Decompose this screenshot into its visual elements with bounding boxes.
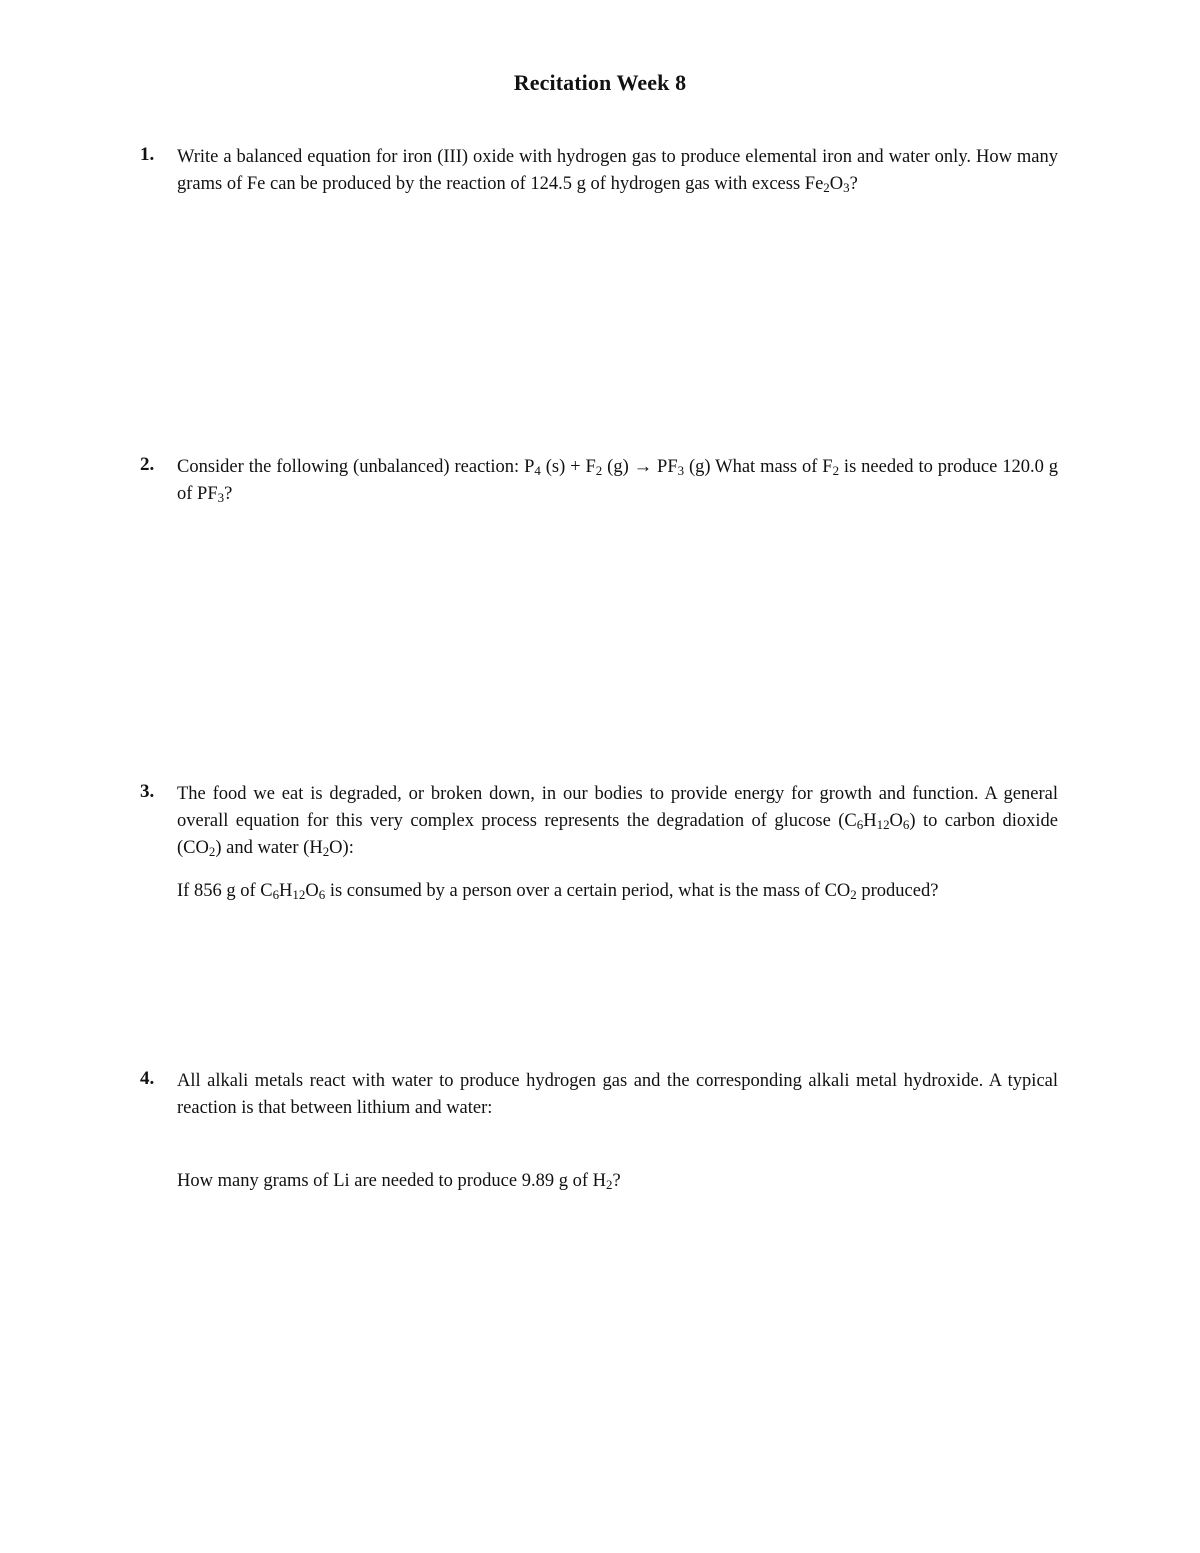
question-4 bbox=[140, 1068, 1058, 1195]
q3-sub-text-3: produced? bbox=[856, 881, 939, 901]
q2-text-2: (s) + F bbox=[540, 457, 596, 477]
subscript-2: 2 bbox=[605, 1177, 613, 1193]
question-1-prompt: Write a balanced equation for iron (III) oxide with hydrogen gas to produce elemental iron and water only. How many grams of Fe can be produced by the reaction of 124.5 g of hydrogen gas with excess bbox=[177, 147, 1058, 194]
subscript-2: 2 bbox=[322, 844, 330, 860]
subscript-6: 6 bbox=[856, 817, 864, 833]
q3-text-2: ) to carbon dioxide (CO bbox=[177, 811, 1058, 858]
q3-text-4: O): bbox=[329, 838, 354, 858]
formula-h: H bbox=[863, 811, 877, 831]
question-1-number: 1. bbox=[140, 144, 155, 165]
subscript-3: 3 bbox=[677, 463, 685, 479]
q2-text-1: Consider the following (unbalanced) reaction: P bbox=[177, 457, 535, 477]
subscript-6: 6 bbox=[272, 887, 280, 903]
subscript-4: 4 bbox=[534, 463, 541, 479]
subscript-12: 12 bbox=[292, 887, 306, 903]
subscript-2: 2 bbox=[823, 180, 830, 196]
page-title: Recitation Week 8 bbox=[513, 70, 687, 95]
subscript-2: 2 bbox=[850, 887, 857, 903]
question-3-text bbox=[177, 781, 1058, 905]
formula-h: H bbox=[279, 881, 293, 901]
formula-o: O bbox=[305, 881, 319, 901]
q4-sub-text-2: ? bbox=[612, 1171, 621, 1191]
subscript-6: 6 bbox=[318, 887, 326, 903]
question-1 bbox=[140, 144, 1058, 198]
q2-text-6: ? bbox=[224, 484, 233, 504]
subscript-12: 12 bbox=[876, 817, 890, 833]
question-2-text bbox=[177, 454, 1058, 508]
question-4-number: 4. bbox=[140, 1068, 155, 1089]
q2-text-4: (g) What mass of F bbox=[684, 457, 833, 477]
question-3 bbox=[140, 781, 1058, 905]
subscript-2: 2 bbox=[595, 463, 603, 479]
subscript-3: 3 bbox=[217, 490, 225, 506]
question-4-text bbox=[177, 1068, 1058, 1195]
q4-sub-text-1: How many grams of Li are needed to produce 9.89 g of H bbox=[177, 1171, 606, 1191]
q3-sub-text-2: is consumed by a person over a certain period, what is the mass of CO bbox=[325, 881, 851, 901]
q3-sub-text-1: If 856 g of C bbox=[177, 881, 273, 901]
q3-text-1: The food we eat is degraded, or broken down, in our bodies to provide energy for growth and function. A general overall equation for this very complex process represents the degradation of glucose (C bbox=[177, 784, 1058, 831]
subscript-3: 3 bbox=[843, 180, 850, 196]
formula-o: O bbox=[889, 811, 903, 831]
question-mark: ? bbox=[849, 174, 858, 194]
formula-fe: Fe bbox=[804, 174, 824, 194]
formula-o: O bbox=[829, 174, 844, 194]
question-3-number: 3. bbox=[140, 781, 155, 802]
subscript-2: 2 bbox=[832, 463, 840, 479]
q4-text-1: All alkali metals react with water to produce hydrogen gas and the corresponding alkali metal hydroxide. A typical reaction is that between lithium and water: bbox=[177, 1071, 1058, 1118]
subscript-6: 6 bbox=[902, 817, 910, 833]
question-2 bbox=[140, 454, 1058, 508]
q3-text-3: ) and water (H bbox=[215, 838, 323, 858]
question-1-text bbox=[177, 144, 1058, 198]
subscript-2: 2 bbox=[208, 844, 216, 860]
q2-text-5: is needed to produce 120.0 g of PF bbox=[177, 457, 1058, 504]
question-2-number: 2. bbox=[140, 454, 155, 475]
q2-text-3: (g) → PF bbox=[602, 457, 678, 477]
